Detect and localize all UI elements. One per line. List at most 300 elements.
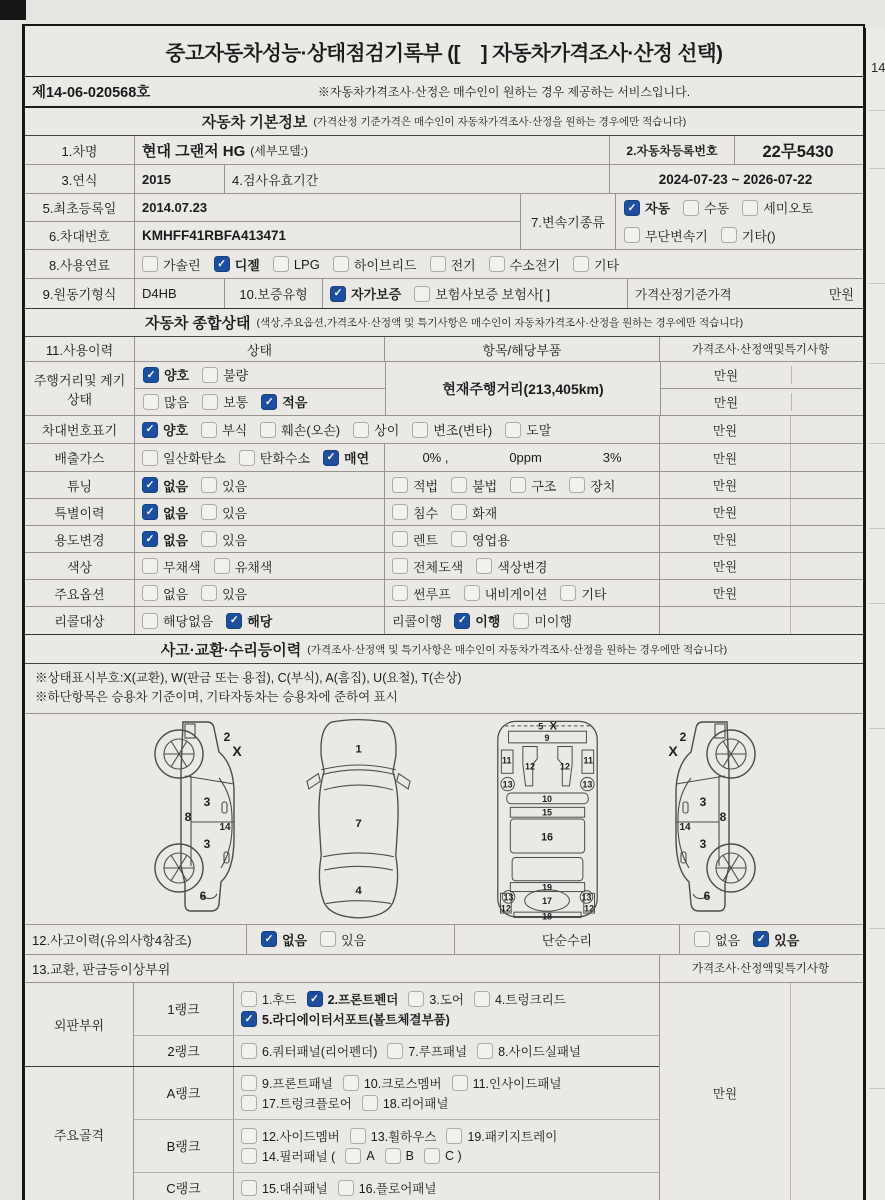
section-accident-title: 사고·교환·수리등이력 <box>160 641 302 659</box>
option-label: 양호 <box>163 423 189 438</box>
price-base-cell <box>628 279 861 308</box>
checkbox-option[interactable] <box>226 611 272 630</box>
checkbox-option[interactable] <box>414 284 550 303</box>
diagram-label: 13 <box>503 892 514 903</box>
rank1-label: 1랭크 <box>134 983 234 1035</box>
checkbox[interactable] <box>201 585 217 601</box>
reg-no-value: 22무5430 <box>762 143 834 161</box>
checkbox-option[interactable] <box>142 503 188 522</box>
section-overall-title: 자동차 종합상태 <box>144 315 251 332</box>
checkbox-option[interactable] <box>385 1148 414 1164</box>
checkbox[interactable] <box>261 931 277 947</box>
exchange-price-header: 가격조사·산정액및특기사항 <box>691 963 830 976</box>
price-base-label: 가격산정기준가격 <box>635 287 732 302</box>
usage-change-status <box>135 526 385 552</box>
checkbox[interactable] <box>412 422 428 438</box>
usage-head-status: 상태 <box>135 337 385 361</box>
row-tuning <box>25 472 863 499</box>
option-label: 없음 <box>163 586 189 602</box>
usage-head-price: 가격조사·산정액및특기사항 <box>691 344 830 356</box>
option-label: 도말 <box>526 423 552 438</box>
diagram-label: 4 <box>355 884 362 897</box>
diagram-label: 3 <box>203 836 211 851</box>
checkbox[interactable] <box>241 1043 257 1059</box>
checkbox[interactable] <box>489 256 505 272</box>
sheet-rule <box>869 1088 885 1089</box>
checkbox[interactable] <box>241 1180 257 1196</box>
diagram-label: 2 <box>679 729 687 744</box>
transmission-options-2 <box>616 222 862 250</box>
checkbox[interactable] <box>142 422 158 438</box>
option-label: 불량 <box>223 368 249 384</box>
tuning-status <box>135 472 385 498</box>
checkbox-option[interactable] <box>392 557 463 576</box>
exchange-table <box>25 983 863 1200</box>
checkbox-option[interactable] <box>202 365 248 384</box>
option-label: 기타() <box>741 228 776 244</box>
option-label: 13.휠하우스 <box>370 1129 437 1144</box>
checkbox[interactable] <box>560 585 576 601</box>
first-reg-label: 5.최초등록일 <box>25 194 135 221</box>
checkbox-option[interactable] <box>273 256 320 272</box>
recall-status <box>135 607 385 634</box>
checkbox-option[interactable] <box>742 198 813 217</box>
section-basic-header <box>25 108 863 136</box>
usage-table-header <box>25 337 863 362</box>
option-label: 불법 <box>472 478 498 494</box>
checkbox-option[interactable] <box>392 584 451 603</box>
checkbox-option[interactable] <box>333 255 417 274</box>
rank2-options <box>234 1036 659 1066</box>
option-label: 2.프론트펜더 <box>327 992 399 1007</box>
diagram-label: 3 <box>699 794 707 809</box>
checkbox-option[interactable] <box>560 584 606 603</box>
reg-no-label: 2.자동차등록번호 <box>610 136 735 164</box>
checkbox[interactable] <box>452 1075 468 1091</box>
checkbox-option[interactable] <box>323 448 369 467</box>
diagram-label: 13 <box>502 779 513 790</box>
checkbox-option[interactable] <box>241 1074 333 1092</box>
main-options-label: 주요옵션 <box>25 580 135 606</box>
checkbox[interactable] <box>241 1095 257 1111</box>
checkbox[interactable] <box>214 558 230 574</box>
checkbox[interactable] <box>477 1043 493 1059</box>
checkbox-option[interactable] <box>452 1074 562 1092</box>
checkbox-option[interactable] <box>424 1148 462 1164</box>
checkbox-option[interactable] <box>430 255 476 274</box>
checkbox[interactable] <box>392 531 408 547</box>
option-label: 19.패키지트레이 <box>467 1129 558 1144</box>
usage-change-items <box>385 526 660 552</box>
option-label: 1.후드 <box>262 992 297 1007</box>
rank2-label: 2랭크 <box>134 1036 234 1066</box>
checkbox[interactable] <box>202 394 218 410</box>
checkbox[interactable] <box>241 1148 257 1164</box>
checkbox-option[interactable] <box>451 476 497 495</box>
checkbox-option[interactable] <box>464 584 548 603</box>
diagram-label: 13 <box>582 779 593 790</box>
checkbox[interactable] <box>142 504 158 520</box>
checkbox-option[interactable] <box>261 392 307 411</box>
checkbox[interactable] <box>273 256 289 272</box>
checkbox-option[interactable] <box>345 1148 374 1164</box>
option-label: C ) <box>445 1148 462 1163</box>
page-title: 중고자동차성능·상태점검기록부 ([ ] 자동차가격조사·산정 선택) <box>165 42 723 65</box>
checkbox-option[interactable] <box>201 420 247 439</box>
rankA-label: A랭크 <box>134 1067 234 1119</box>
checkbox-option[interactable] <box>142 255 201 274</box>
checkbox-option[interactable] <box>392 530 438 549</box>
checkbox[interactable] <box>261 394 277 410</box>
option-label: 3.도어 <box>429 992 464 1007</box>
diagram-label: 3 <box>699 836 707 851</box>
checkbox-option[interactable] <box>239 448 310 467</box>
checkbox[interactable] <box>476 558 492 574</box>
car-diagram-side-right <box>647 718 767 918</box>
checkbox-option[interactable] <box>446 1127 557 1145</box>
checkbox-option[interactable] <box>142 557 201 576</box>
rankA-options-1 <box>241 1074 571 1092</box>
checkbox-option[interactable] <box>353 420 399 439</box>
checkbox[interactable] <box>345 1148 361 1164</box>
recall-item-cell <box>385 607 660 634</box>
diagram-label: X <box>549 720 557 733</box>
checkbox[interactable] <box>241 1011 257 1027</box>
checkbox[interactable] <box>333 256 349 272</box>
option-label: 자동 <box>645 201 671 217</box>
checkbox[interactable] <box>142 450 158 466</box>
option-label: 구조 <box>531 478 557 494</box>
checkbox[interactable] <box>414 286 430 302</box>
checkbox-option[interactable] <box>261 930 307 949</box>
option-label: 해당 <box>247 614 273 629</box>
checkbox[interactable] <box>143 367 159 383</box>
checkbox[interactable] <box>392 504 408 520</box>
checkbox[interactable] <box>201 477 217 493</box>
checkbox[interactable] <box>392 558 408 574</box>
checkbox[interactable] <box>573 256 589 272</box>
option-label: 일산화탄소 <box>163 451 226 466</box>
checkbox[interactable] <box>214 256 230 272</box>
recall-price <box>660 607 791 634</box>
rankB-label: B랭크 <box>134 1120 234 1172</box>
form-title-row <box>25 26 863 77</box>
option-label: 매연 <box>344 451 370 466</box>
checkbox[interactable] <box>624 227 640 243</box>
checkbox-option[interactable] <box>387 1042 467 1060</box>
checkbox[interactable] <box>323 450 339 466</box>
rankB-options-1 <box>241 1127 567 1145</box>
checkbox[interactable] <box>239 450 255 466</box>
checkbox-option[interactable] <box>474 990 566 1008</box>
checkbox-option[interactable] <box>721 226 776 245</box>
checkbox-option[interactable] <box>412 420 492 439</box>
rankA-cell <box>234 1067 659 1119</box>
checkbox[interactable] <box>742 200 758 216</box>
option-label: 색상변경 <box>497 559 548 575</box>
checkbox[interactable] <box>201 531 217 547</box>
checkbox-option[interactable] <box>476 557 547 576</box>
checkbox[interactable] <box>142 531 158 547</box>
checkbox-option[interactable] <box>241 1147 335 1165</box>
option-label: 없음 <box>163 478 189 494</box>
option-label: 18.리어패널 <box>382 1096 449 1111</box>
checkbox[interactable] <box>142 585 158 601</box>
emission-label: 배출가스 <box>25 444 135 471</box>
checkbox-option[interactable] <box>513 611 572 630</box>
option-label: 디젤 <box>234 257 260 273</box>
checkbox-option[interactable] <box>143 392 189 411</box>
checkbox-option[interactable] <box>330 284 401 303</box>
checkbox-option[interactable] <box>569 476 615 495</box>
option-label: 5.라디에이터서포트(볼트체결부품) <box>262 1012 450 1027</box>
year-value: 2015 <box>135 165 225 193</box>
option-label: 기타 <box>581 586 607 602</box>
mileage-status-2 <box>135 389 385 415</box>
rankC-options <box>234 1173 659 1200</box>
checkbox-option[interactable] <box>489 255 560 274</box>
main-options-status <box>135 580 385 606</box>
diagram-label: 19 <box>542 882 553 893</box>
checkbox-option[interactable] <box>392 476 438 495</box>
checkbox-option[interactable] <box>241 1179 328 1197</box>
checkbox[interactable] <box>362 1095 378 1111</box>
option-label: B <box>405 1148 414 1163</box>
diagram-label: 9 <box>544 732 550 743</box>
checkbox-option[interactable] <box>307 990 399 1008</box>
checkbox-option[interactable] <box>142 530 188 549</box>
checkbox-option[interactable] <box>753 930 799 949</box>
checkbox-option[interactable] <box>241 990 297 1008</box>
option-label: 있음 <box>222 505 248 521</box>
checkbox[interactable] <box>201 504 217 520</box>
usage-head-label: 11.사용이력 <box>25 337 135 361</box>
checkbox[interactable] <box>424 1148 440 1164</box>
color-label: 색상 <box>25 553 135 579</box>
checkbox-option[interactable] <box>320 930 366 949</box>
checkbox-option[interactable] <box>510 476 556 495</box>
mileage-price-2: 만원 <box>661 393 792 411</box>
checkbox[interactable] <box>387 1043 403 1059</box>
checkbox-option[interactable] <box>142 448 226 467</box>
background-sheet-edge <box>863 28 885 1200</box>
special-price: 만원 <box>660 499 791 525</box>
section-accident-subtitle: (가격조사·산정액 및 특기사항은 매수인이 자동차가격조사·산정을 원하는 경우에만 적습니다) <box>307 643 728 656</box>
inspection-period: 2024-07-23 ~ 2026-07-22 <box>658 171 813 187</box>
option-label: 없음 <box>282 932 308 948</box>
checkbox[interactable] <box>624 200 640 216</box>
vin-marking-label: 차대번호표기 <box>25 416 135 443</box>
checkbox[interactable] <box>142 558 158 574</box>
checkbox[interactable] <box>338 1180 354 1196</box>
option-label: LPG <box>293 256 320 272</box>
mileage-status-1 <box>135 362 385 389</box>
option-label: 침수 <box>413 505 439 521</box>
checkbox[interactable] <box>241 1075 257 1091</box>
checkbox[interactable] <box>513 613 529 629</box>
checkbox-option[interactable] <box>392 503 438 522</box>
special-items <box>385 499 660 525</box>
simple-repair-label: 단순수리 <box>455 925 680 954</box>
recall-item-label: 리콜이행 <box>392 614 443 629</box>
checkbox[interactable] <box>202 367 218 383</box>
diagram-label: 12 <box>584 903 595 914</box>
checkbox[interactable] <box>454 613 470 629</box>
diagram-label: X <box>232 742 242 759</box>
car-name-submodel: (세부모델:) <box>250 143 308 158</box>
scan-corner-artifact <box>0 0 26 20</box>
checkbox[interactable] <box>569 477 585 493</box>
checkbox-option[interactable] <box>202 392 248 411</box>
checkbox[interactable] <box>721 227 737 243</box>
option-label: 있음 <box>341 932 367 948</box>
checkbox[interactable] <box>241 1128 257 1144</box>
mileage-label: 주행거리및 계기상태 <box>25 362 135 415</box>
sheet-rule <box>869 283 885 284</box>
emission-options <box>135 444 385 471</box>
checkbox[interactable] <box>143 394 159 410</box>
checkbox[interactable] <box>510 477 526 493</box>
option-label: 11.인사이드패널 <box>472 1076 562 1091</box>
checkbox-option[interactable] <box>477 1042 581 1060</box>
option-label: 15.대쉬패널 <box>262 1181 328 1196</box>
checkbox-option[interactable] <box>408 990 464 1008</box>
sheet-rule <box>869 110 885 111</box>
option-label: 내비게이션 <box>484 586 548 602</box>
checkbox[interactable] <box>307 991 323 1007</box>
checkbox[interactable] <box>474 991 490 1007</box>
diagram-label: 18 <box>542 911 553 922</box>
checkbox-option[interactable] <box>201 476 247 495</box>
checkbox-option[interactable] <box>214 557 273 576</box>
checkbox[interactable] <box>343 1075 359 1091</box>
checkbox-option[interactable] <box>241 1127 340 1145</box>
checkbox[interactable] <box>260 422 276 438</box>
checkbox-option[interactable] <box>201 584 247 603</box>
option-label: 8.사이드실패널 <box>498 1044 581 1059</box>
checkbox[interactable] <box>408 991 424 1007</box>
checkbox-option[interactable] <box>624 198 670 217</box>
checkbox-option[interactable] <box>214 255 260 274</box>
checkbox[interactable] <box>430 256 446 272</box>
checkbox-option[interactable] <box>683 198 729 217</box>
checkbox[interactable] <box>350 1128 366 1144</box>
checkbox[interactable] <box>330 286 346 302</box>
checkbox[interactable] <box>451 504 467 520</box>
checkbox[interactable] <box>142 613 158 629</box>
warranty-options <box>323 279 628 308</box>
checkbox[interactable] <box>505 422 521 438</box>
diagram-label: 13 <box>581 892 592 903</box>
fuel-options <box>135 250 861 278</box>
exchange-section-label: 13.교환, 판금등이상부위 <box>25 955 660 982</box>
checkbox-option[interactable] <box>241 1010 450 1028</box>
row-special-history <box>25 499 863 526</box>
row-exchange-header <box>25 955 863 983</box>
checkbox[interactable] <box>241 991 257 1007</box>
checkbox[interactable] <box>142 477 158 493</box>
transmission-label: 7.변속기종류 <box>521 194 616 249</box>
vin-value: KMHFF41RBFA413471 <box>142 227 287 243</box>
checkbox[interactable] <box>446 1128 462 1144</box>
option-label: 썬루프 <box>413 586 451 602</box>
option-label: A <box>366 1148 375 1163</box>
checkbox-option[interactable] <box>573 255 619 274</box>
accident-history-label: 12.사고이력(유의사항4참조) <box>25 925 247 954</box>
checkbox-option[interactable] <box>142 584 188 603</box>
checkbox[interactable] <box>353 422 369 438</box>
car-name-label: 1.차명 <box>25 136 135 164</box>
checkbox[interactable] <box>392 585 408 601</box>
checkbox-option[interactable] <box>143 365 189 384</box>
checkbox-option[interactable] <box>451 530 510 549</box>
section-accident-header <box>25 635 863 664</box>
checkbox-option[interactable] <box>350 1127 437 1145</box>
option-label: 자가보증 <box>351 287 402 302</box>
checkbox-option[interactable] <box>694 930 740 949</box>
checkbox[interactable] <box>451 531 467 547</box>
checkbox[interactable] <box>683 200 699 216</box>
rankC-label: C랭크 <box>134 1173 234 1200</box>
diagram-label: 1 <box>355 743 362 756</box>
recall-items <box>454 611 572 630</box>
checkbox[interactable] <box>385 1148 401 1164</box>
main-options-items <box>385 580 660 606</box>
checkbox[interactable] <box>694 931 710 947</box>
option-label: 훼손(오손) <box>281 423 341 438</box>
car-name-cell <box>135 136 610 164</box>
checkbox-option[interactable] <box>142 420 188 439</box>
checkbox-option[interactable] <box>201 530 247 549</box>
checkbox-option[interactable] <box>241 1094 352 1112</box>
checkbox-option[interactable] <box>451 503 497 522</box>
option-label: 양호 <box>164 368 190 384</box>
checkbox-option[interactable] <box>624 226 708 245</box>
checkbox-option[interactable] <box>343 1074 442 1092</box>
checkbox-option[interactable] <box>241 1042 377 1060</box>
checkbox[interactable] <box>451 477 467 493</box>
option-label: 있음 <box>222 478 248 494</box>
transmission-options-1 <box>616 194 862 222</box>
checkbox[interactable] <box>464 585 480 601</box>
checkbox[interactable] <box>201 422 217 438</box>
checkbox-option[interactable] <box>338 1179 437 1197</box>
checkbox[interactable] <box>226 613 242 629</box>
checkbox[interactable] <box>142 256 158 272</box>
checkbox-option[interactable] <box>454 611 500 630</box>
color-status <box>135 553 385 579</box>
checkbox[interactable] <box>753 931 769 947</box>
diagram-label: 2 <box>223 729 231 744</box>
group-main-frame-label: 주요골격 <box>25 1067 134 1200</box>
row-year <box>25 165 863 194</box>
checkbox-option[interactable] <box>142 611 213 630</box>
checkbox-option[interactable] <box>201 503 247 522</box>
rankB-cell <box>234 1120 659 1172</box>
option-label: 렌트 <box>413 532 439 548</box>
option-label: 많음 <box>164 395 190 411</box>
row-reg-vin-transmission <box>25 194 863 250</box>
checkbox-option[interactable] <box>362 1094 449 1112</box>
checkbox-option[interactable] <box>142 476 188 495</box>
checkbox[interactable] <box>392 477 408 493</box>
checkbox-option[interactable] <box>260 420 340 439</box>
option-label: 영업용 <box>472 532 510 548</box>
checkbox-option[interactable] <box>505 420 551 439</box>
section-basic-title: 자동차 기본정보 <box>201 114 308 131</box>
exchange-price-value: 만원 <box>660 983 791 1200</box>
checkbox[interactable] <box>320 931 336 947</box>
